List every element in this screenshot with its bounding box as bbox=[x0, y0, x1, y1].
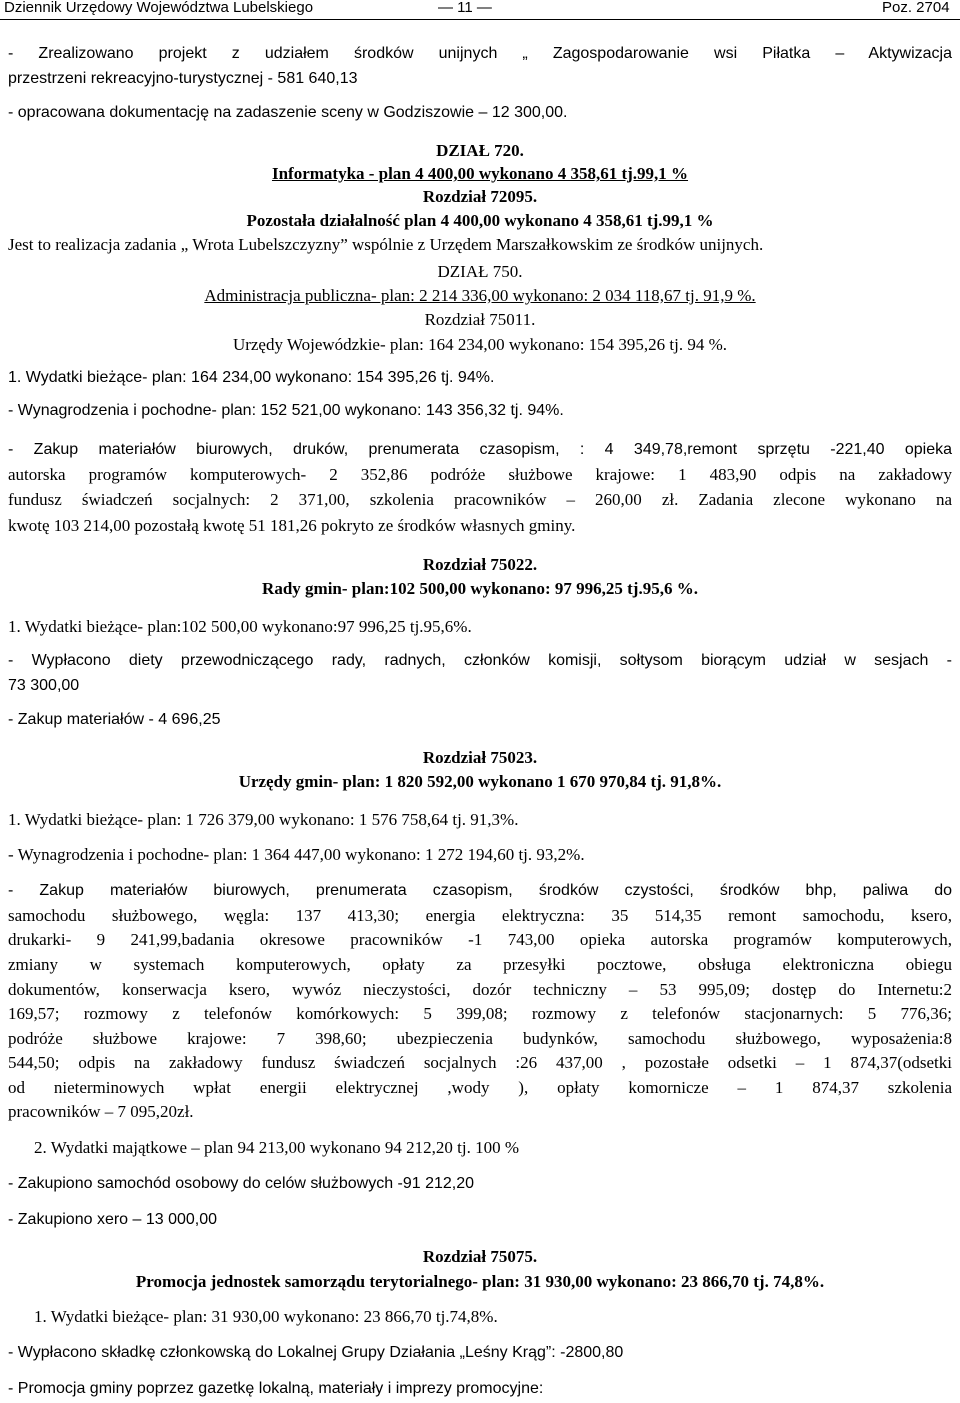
body-line: - Wynagrodzenia i pochodne- plan: 152 521,00 wykonano: 143 356,32 tj. 94%. bbox=[8, 402, 564, 419]
body-line: - opracowana dokumentację na zadaszenie sceny w Godziszowie – 12 300,00. bbox=[8, 104, 568, 121]
chapter-title: Rady gmin- plan:102 500,00 wykonano: 97 996,25 tj.95,6 %. bbox=[262, 579, 698, 598]
body-line: 544,50; odpis na zakładowy fundusz świadczeń socjalnych :26 437,00 , pozostałe odsetki – 1 874,37(odsetki bbox=[8, 1053, 952, 1072]
chapter-heading: Rozdział 75011. bbox=[424, 310, 536, 329]
body-line: samochodu służbowego, węgla: 137 413,30; energia elektryczna: 35 514,35 remont samochodu, ksero, bbox=[8, 906, 952, 925]
body-line: - Wynagrodzenia i pochodne- plan: 1 364 447,00 wykonano: 1 272 194,60 tj. 93,2%. bbox=[8, 845, 585, 864]
chapter-heading: Rozdział 75075. bbox=[422, 1247, 538, 1266]
body-line: - Zakup materiałów biurowych, druków, prenumerata czasopism, : 4 349,78,remont sprzętu -221,40 opieka bbox=[8, 441, 952, 458]
page-number: — 11 — bbox=[438, 0, 492, 16]
body-line: 1. Wydatki bieżące- plan:102 500,00 wykonano:97 996,25 tj.95,6%. bbox=[8, 617, 472, 636]
chapter-heading: Rozdział 72095. bbox=[422, 187, 538, 206]
body-line: zmiany w systemach komputerowych, opłaty za przesyłki pocztowe, obsługa elektroniczna obiegu bbox=[8, 955, 952, 974]
body-line: - Zrealizowano projekt z udziałem środków unijnych „ Zagospodarowanie wsi Piłatka – Aktywizacja bbox=[8, 45, 952, 62]
body-line: od nieterminowych wpłat energii elektrycznej ,wody ), opłaty komornicze – 1 874,37 szkolenia bbox=[8, 1078, 952, 1097]
body-line: - Wypłacono składkę członkowską do Lokalnej Grupy Działania „Leśny Krąg”: -2800,80 bbox=[8, 1344, 624, 1361]
body-line: 1. Wydatki bieżące- plan: 31 930,00 wykonano: 23 866,70 tj.74,8%. bbox=[34, 1307, 498, 1326]
chapter-title: Urzędy gmin- plan: 1 820 592,00 wykonano 1 670 970,84 tj. 91,8%. bbox=[238, 772, 722, 791]
body-line: 169,57; rozmowy z telefonów komórkowych: 5 399,08; rozmowy z telefonów stacjonarnych: 5 776,36; bbox=[8, 1004, 952, 1023]
body-line: Jest to realizacja zadania „ Wrota Lubelszczyzny” wspólnie z Urzędem Marszałkowskim ze środków unijnych. bbox=[8, 235, 764, 254]
body-line: - Zakupiono samochód osobowy do celów służbowych -91 212,20 bbox=[8, 1175, 475, 1192]
chapter-title: Urzędy Wojewódzkie- plan: 164 234,00 wykonano: 154 395,26 tj. 94 %. bbox=[232, 335, 728, 354]
body-line: - Zakup materiałów biurowych, prenumerata czasopism, środków czystości, środków bhp, paliwa do bbox=[8, 882, 952, 899]
chapter-heading: Rozdział 75023. bbox=[422, 748, 538, 767]
body-line: fundusz świadczeń socjalnych: 2 371,00, szkolenia pracowników – 260,00 zł. Zadania zlecone wykonano na bbox=[8, 490, 952, 509]
body-line: 2. Wydatki majątkowe – plan 94 213,00 wykonano 94 212,20 tj. 100 % bbox=[34, 1138, 519, 1157]
body-line: - Wypłacono diety przewodniczącego rady, radnych, członków komisji, sołtysom biorącym udział w sesjach - bbox=[8, 652, 952, 669]
body-line: kwotę 103 214,00 pozostałą kwotę 51 181,26 pokryto ze środków własnych gminy. bbox=[8, 516, 576, 535]
body-line: podróże służbowe krajowe: 7 398,60; ubezpieczenia budynków, samochodu służbowego, wyposażenia:8 bbox=[8, 1029, 952, 1048]
body-line: - Zakup materiałów - 4 696,25 bbox=[8, 711, 221, 728]
journal-title: Dziennik Urzędowy Województwa Lubelskiego bbox=[4, 0, 314, 16]
body-line: przestrzeni rekreacyjno-turystycznej - 581 640,13 bbox=[8, 70, 358, 87]
body-line: pracowników – 7 095,20zł. bbox=[8, 1102, 194, 1121]
body-line: - Promocja gminy poprzez gazetkę lokalną, materiały i imprezy promocyjne: bbox=[8, 1380, 544, 1397]
body-line: 1. Wydatki bieżące- plan: 1 726 379,00 wykonano: 1 576 758,64 tj. 91,3%. bbox=[8, 810, 519, 829]
section-title: Informatyka - plan 4 400,00 wykonano 4 358,61 tj.99,1 % bbox=[271, 164, 689, 183]
body-line: autorska programów komputerowych- 2 352,86 podróże służbowe krajowe: 1 483,90 odpis na zakładowy bbox=[8, 465, 952, 484]
body-line: 1. Wydatki bieżące- plan: 164 234,00 wykonano: 154 395,26 tj. 94%. bbox=[8, 369, 495, 386]
body-line: drukarki- 9 241,99,badania okresowe pracowników -1 743,00 opieka autorska programów komputerowych, bbox=[8, 930, 952, 949]
body-line: dokumentów, konserwacja ksero, wywóz nieczystości, dozór techniczny – 53 995,09; dostęp do Internetu:2 bbox=[8, 980, 952, 999]
chapter-title: Promocja jednostek samorządu terytorialnego- plan: 31 930,00 wykonano: 23 866,70 tj. 74,8%. bbox=[135, 1272, 825, 1291]
chapter-heading: Rozdział 75022. bbox=[422, 555, 538, 574]
body-line: - Zakupiono xero – 13 000,00 bbox=[8, 1211, 218, 1228]
section-heading: DZIAŁ 750. bbox=[437, 262, 523, 281]
section-title: Administracja publiczna- plan: 2 214 336,00 wykonano: 2 034 118,67 tj. 91,9 %. bbox=[204, 286, 756, 305]
chapter-title: Pozostała działalność plan 4 400,00 wykonano 4 358,61 tj.99,1 % bbox=[246, 211, 714, 230]
position-number: Poz. 2704 bbox=[882, 0, 950, 16]
section-heading: DZIAŁ 720. bbox=[436, 141, 524, 160]
header-rule bbox=[0, 19, 960, 20]
body-line: 73 300,00 bbox=[8, 677, 80, 694]
page-header bbox=[0, 0, 960, 22]
